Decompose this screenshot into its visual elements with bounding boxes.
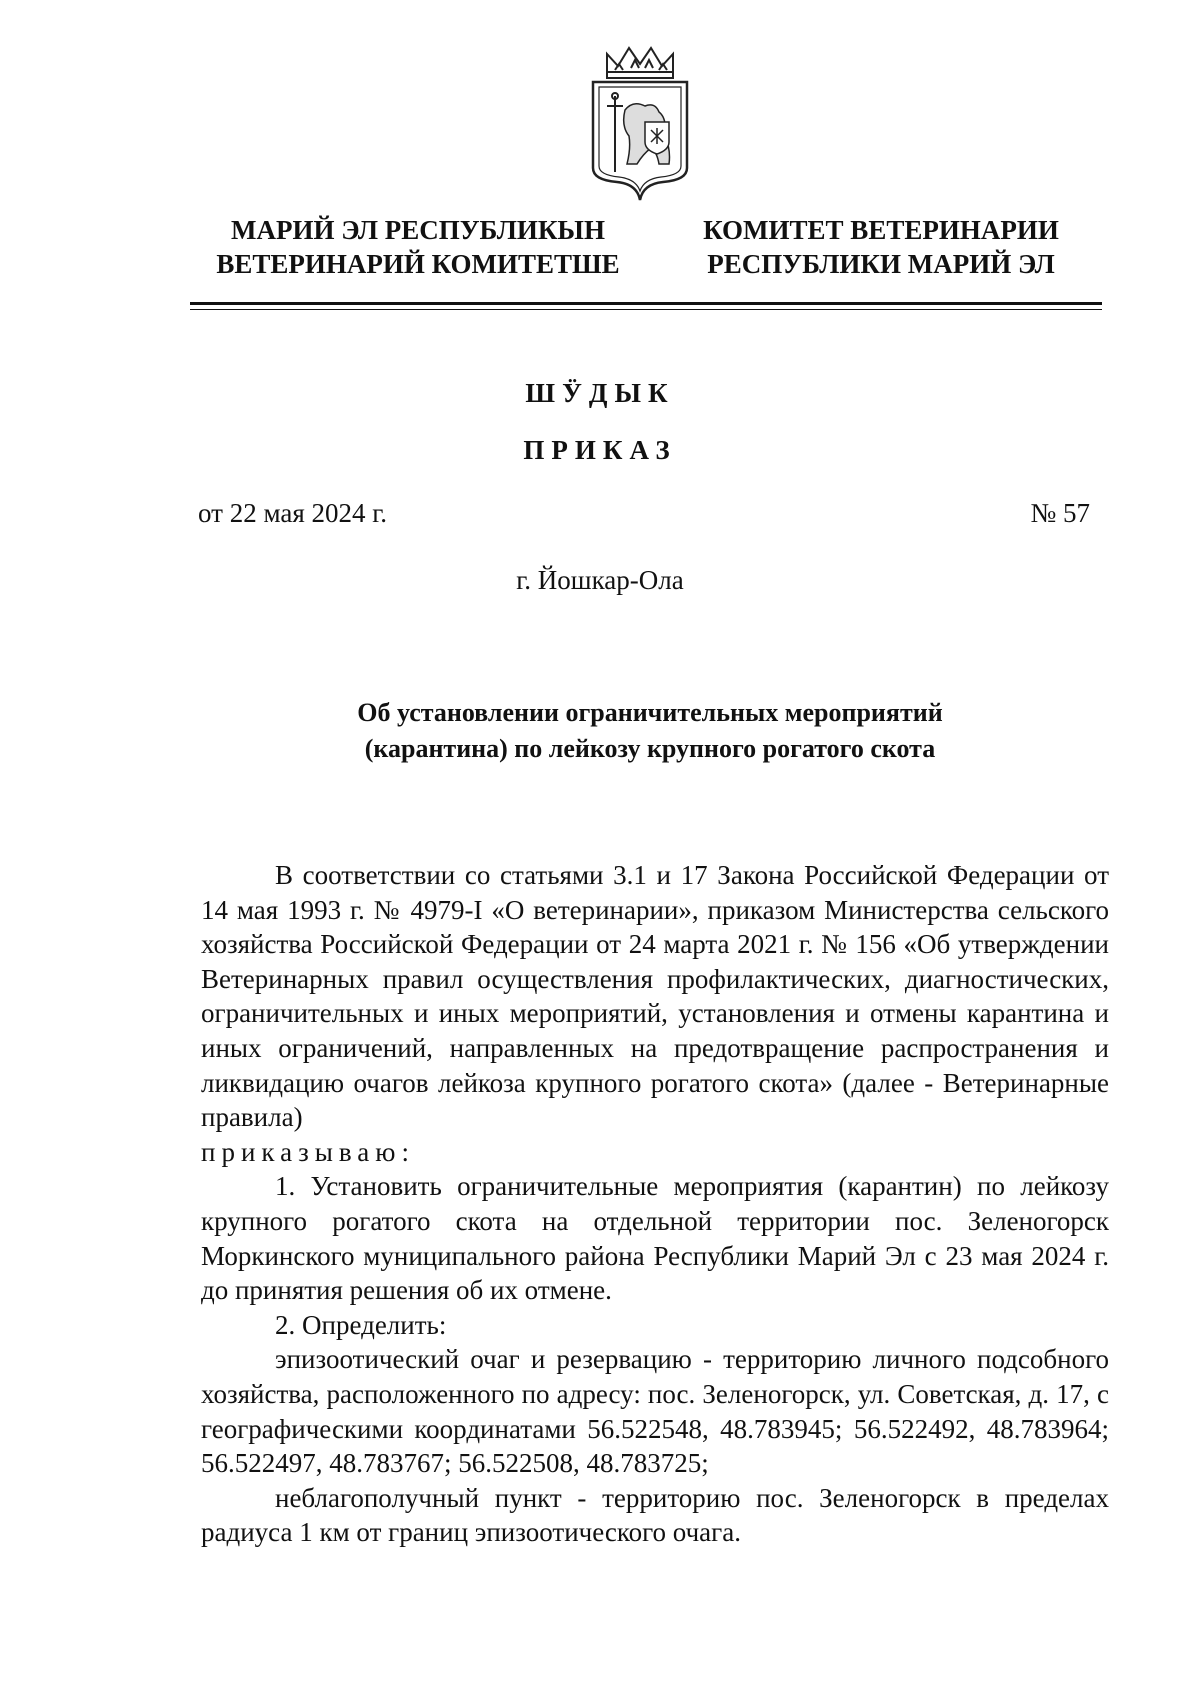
document-subject (200, 695, 1100, 767)
header-right-line1: КОМИТЕТ ВЕТЕРИНАРИИ (703, 215, 1059, 245)
document-city: г. Йошкар-Ола (516, 565, 684, 595)
header-divider-thin (190, 309, 1102, 310)
document-number: № 57 (1030, 498, 1090, 528)
header-left-line1: МАРИЙ ЭЛ РЕСПУБЛИКЫН (231, 215, 605, 245)
item-2-point: неблагополучный пункт - территорию пос. Зеленогорск в пределах радиуса 1 км от границ эпизоотического очага. (201, 1482, 1109, 1548)
cross-staff-icon (607, 93, 623, 172)
subject-line1: Об установлении ограничительных мероприятий (357, 698, 943, 727)
item-1: 1. Установить ограничительные мероприятия (карантин) по лейкозу крупного рогатого скота на отдельной территории пос. Зеленогорск Моркинского муниципального района Республики Марий Эл с 23 мая 2024 г. до принятия решения об их отмене. (201, 1171, 1109, 1306)
preamble-paragraph: В соответствии со статьями 3.1 и 17 Закона Российской Федерации от 14 мая 1993 г. № 4979-I «О ветеринарии», приказом Министерства сельского хозяйства Российской Федерации от 24 марта 2021 г. № 156 «Об утверждении Ветеринарных правил осуществления профилактических, диагностических, ограничительных и иных мероприятий, установления и отмены карантина и иных ограничений, направленных на предотвращение распространения и ликвидацию очагов лейкоза крупного рогатого скота» (далее - Ветеринарные правила) (201, 860, 1109, 1133)
item-2-heading: 2. Определить: (275, 1309, 447, 1340)
document-body (201, 858, 1109, 1550)
document-date: от 22 мая 2024 г. (198, 498, 388, 528)
header-right (686, 213, 1076, 281)
header-left-line2: ВЕТЕРИНАРИЙ КОМИТЕТШЕ (216, 249, 620, 279)
header-left (198, 213, 638, 281)
item-2-focus: эпизоотический очаг и резервацию - территорию личного подсобного хозяйства, расположенного по адресу: пос. Зеленогорск, ул. Советская, д. 17, с географическими координатами 56.522548, 48.783945; 56.522492, 48.783964; 56.522497, 48.783767; 56.522508, 48.783725; (201, 1344, 1109, 1479)
coat-of-arms-emblem (585, 40, 695, 205)
document-title-ru: ПРИКАЗ (523, 435, 677, 465)
header-divider-thick (190, 302, 1102, 305)
order-word: приказываю: (201, 1136, 415, 1167)
document-title-mari: ШӰДЫК (525, 378, 675, 408)
subject-line2: (карантина) по лейкозу крупного рогатого скота (364, 734, 936, 763)
crown-icon (607, 48, 673, 78)
header-right-line2: РЕСПУБЛИКИ МАРИЙ ЭЛ (707, 249, 1055, 279)
